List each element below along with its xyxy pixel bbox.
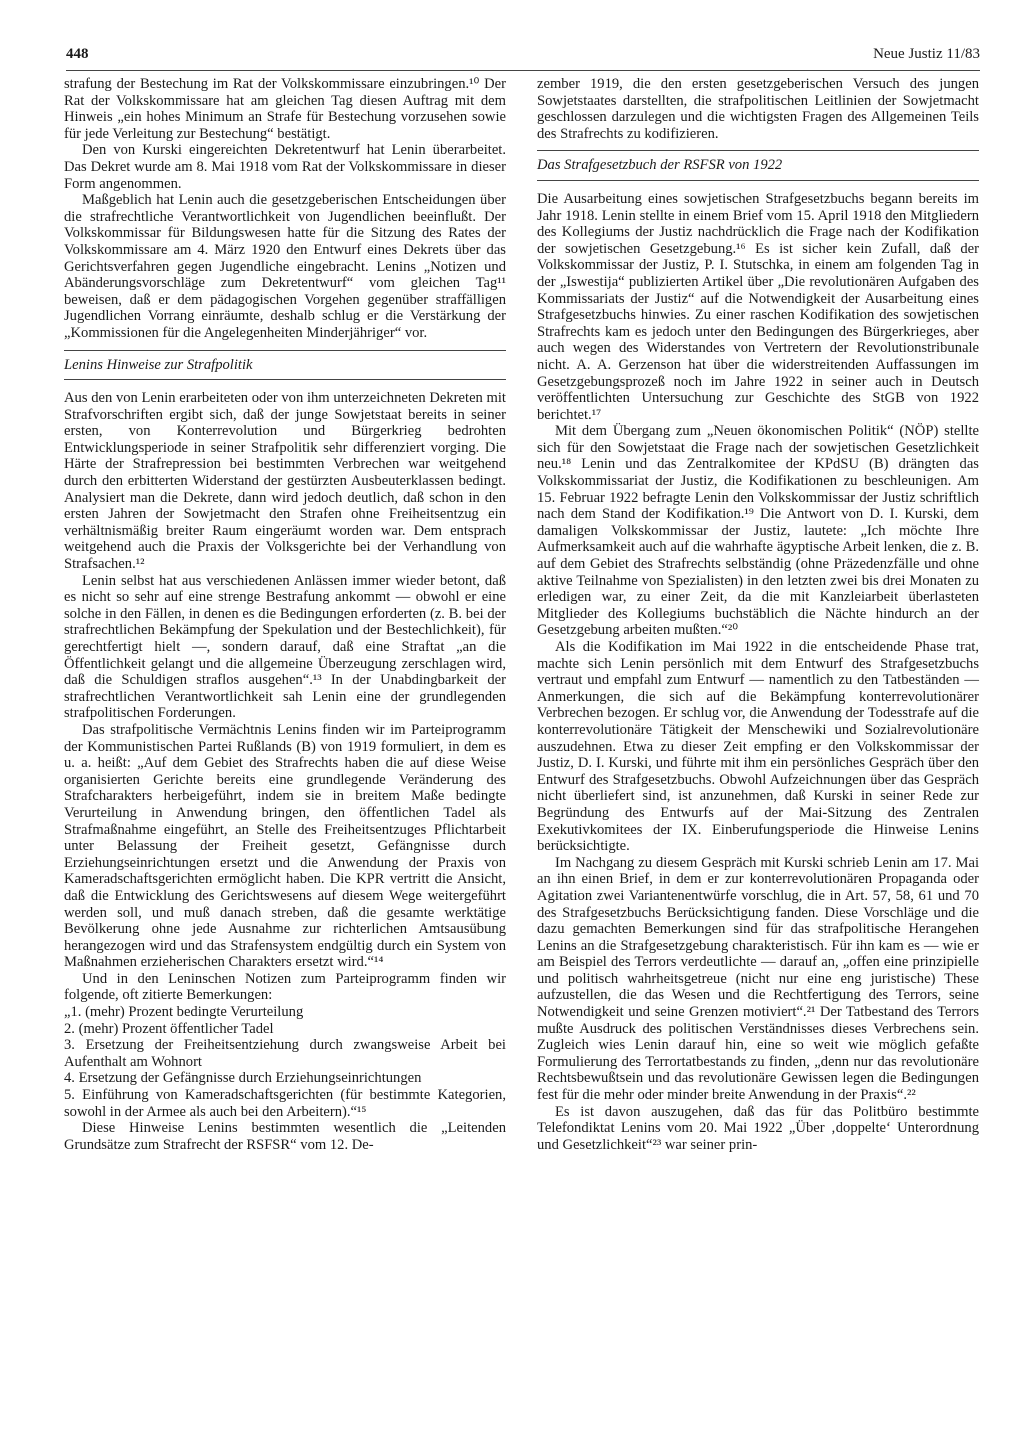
page-header — [66, 44, 980, 71]
list-item: 2. (mehr) Prozent öffentlicher Tadel — [64, 1020, 274, 1037]
page-number: 448 — [66, 46, 89, 62]
paragraph: Und in den Leninschen Notizen zum Parteiprogramm finden wir folgende, oft zitierte Bemerkungen: — [64, 970, 506, 1004]
paragraph: Lenin selbst hat aus verschiedenen Anlässen immer wieder betont, daß es nicht so sehr auf eine strenge Bestrafung ankommt — obwohl er eine solche in den Fällen, in denen es die Bedingungen erforderten (z. B. bei der strafrechtlichen Bekämpfung der Spekulation und der Bestechlichkeit), für gerechtfertigt hielt —, sondern darauf, daß eine Straftat „an die Öffentlichkeit gelangt und die allgemeine Überzeugung zerschlagen wird, daß die Schuldigen straflos ausgehen“.¹³ In der Unabdingbarkeit der strafrechtlichen Verantwortlichkeit sah Lenin eine der grundlegenden strafpolitischen Forderungen. — [64, 572, 506, 722]
list-item: 3. Ersetzung der Freiheitsentziehung durch zwangsweise Arbeit bei Aufenthalt am Wohnort — [64, 1037, 506, 1070]
section-heading: Das Strafgesetzbuch der RSFSR von 1922 — [537, 150, 979, 181]
list-item: „1. (mehr) Prozent bedingte Verurteilung — [64, 1004, 304, 1021]
paragraph: Maßgeblich hat Lenin auch die gesetzgeberischen Entscheidungen über die strafrechtliche Verantwortlichkeit von Jugendlichen beeinflußt. Der Volkskommissar für Bildungswesen hatte für die Sitzung des Rates der Volkskommissare am 4. März 1920 den Entwurf eines Dekrets über das Gerichtsverfahren gegen Jugendliche eingebracht. Lenins „Notizen und Abänderungsvorschläge zum Dekretentwurf“ vom gleichen Tag¹¹ beweisen, daß er dem pädagogischen Vorgehen gegenüber straffälligen Jugendlichen Vorrang einräumte, deshalb schlug er die Verstärkung der „Kommissionen für die Angelegenheiten Minderjähriger“ vor. — [64, 192, 506, 341]
paragraph: Als die Kodifikation im Mai 1922 in die entscheidende Phase trat, machte sich Lenin persönlich mit dem Entwurf des Strafgesetzbuchs vertraut und empfahl zum Entwurf — namentlich zu den Tatbeständen — Anmerkungen, die sich auf die Bekämpfung konterrevolutionärer Verbrechen bezogen. Er schlug vor, die Anwendung der Todesstrafe auf die konterrevolutionäre Tätigkeit der Menschewiki und Sozialrevolutionäre auszudehnen. Etwa zu dieser Zeit empfing er den Volkskommissar der Justiz, D. I. Kurski, und führte mit ihm ein persönliches Gespräch über den Entwurf des Strafgesetzbuchs. Obwohl Aufzeichnungen über das Gespräch nicht überliefert sind, ist anzunehmen, daß Kurski in seiner Rede zur Begründung des Entwurfs auf der Mai-Sitzung des Zentralen Exekutivkomitees der IX. Einberufungsperiode die Hinweise Lenins berücksichtigte. — [537, 639, 979, 855]
section-heading: Lenins Hinweise zur Strafpolitik — [64, 350, 506, 381]
paragraph: Es ist davon auszugehen, daß das für das Politbüro bestimmte Telefondiktat Lenins vom 20. Mai 1922 „Über ‚doppelte‘ Unterordnung und Gesetzlichkeit“²³ war seiner prin- — [537, 1103, 979, 1153]
list-item: 4. Ersetzung der Gefängnisse durch Erziehungseinrichtungen — [64, 1070, 422, 1087]
paragraph: Im Nachgang zu diesem Gespräch mit Kurski schrieb Lenin am 17. Mai an ihn einen Brief, in dem er zur konterrevolutionären Propaganda oder Agitation zwei Variantenentwürfe vorschlug, die in Art. 57, 58, 61 und 70 des Strafgesetzbuchs Berücksichtigung fanden. Diese Vorschläge und die dazu gemachten Bemerkungen sind für das strafpolitische Herangehen Lenins an die Strafgesetzgebung charakteristisch. Für ihn kam es — wie er am Beispiel des Terrors verdeutlichte — darauf an, „offen eine prinzipielle und politisch wahrheitsgetreue (nicht nur eine eng juristische) These aufzustellen, die das Wesen und die Rechtfertigung des Terrors, seine Notwendigkeit und seine Grenzen motiviert“.²¹ Der Tatbestand des Terrors mußte Ausdruck des politischen Verständnisses dieses Verbrechens sein. Zugleich wies Lenin darauf hin, eine so weit wie möglich gefaßte Formulierung des Terrortatbestands zu finden, „denn nur das revolutionäre Rechtsbewußtsein und das revolutionäre Gewissen legen die Bedingungen fest für die mehr oder minder breite Anwendung in der Praxis“.²² — [537, 854, 979, 1104]
left-column — [64, 76, 506, 1153]
paragraph: Aus den von Lenin erarbeiteten oder von ihm unterzeichneten Dekreten mit Strafvorschriften ergibt sich, daß der junge Sowjetstaat bereits in seiner ersten, von Konterrevolution und Bürgerkrieg bedrohten Entwicklungsperiode in seiner Strafpolitik sehr differenziert vorging. Die Härte der Strafrepression bei bestimmten Verbrechen war weitgehend durch den erbitterten Widerstand der gestürzten Ausbeuterklassen bedingt. Analysiert man die Dekrete, dann wird jedoch deutlich, daß schon in den ersten Jahren der Sowjetmacht den Strafen ohne Freiheitsentzug ein verhältnismäßig breiter Raum eingeräumt worden war. Dem entsprach weitgehend auch die Praxis der Volksgerichte bei der Verhandlung von Strafsachen.¹² — [64, 390, 506, 573]
paragraph: Das strafpolitische Vermächtnis Lenins finden wir im Parteiprogramm der Kommunistischen Partei Rußlands (B) von 1919 formuliert, in dem es u. a. heißt: „Auf dem Gebiet des Strafrechts haben die auf diese Weise organisierten Gerichte bereits eine grundlegende Veränderung des Strafcharakters herbeigeführt, indem sie in breitem Maße bedingte Verurteilung in Anwendung bringen, den öffentlichen Tadel als Strafmaßnahme eingeführt, an Stelle des Freiheitsentzuges Pflichtarbeit unter Belassung der Freiheit gesetzt, Gefängnisse durch Erziehungseinrichtungen ersetzt und die Anwendung der Praxis von Kameradschaftsgerichten ermöglicht haben. Die KPR vertritt die Ansicht, daß die Entwicklung des Gerichtswesens auf diesem Wege weitergeführt werden soll, und muß danach streben, daß die gesamte werktätige Bevölkerung ohne jede Ausnahme zur richterlichen Amtsausübung herangezogen wird und das Strafensystem endgültig durch ein System von Maßnahmen erzieherischen Charakters ersetzt wird.“¹⁴ — [64, 721, 506, 971]
list-item: 5. Einführung von Kameradschaftsgerichten (für bestimmte Kategorien, sowohl in der Armee als auch bei den Arbeitern).“¹⁵ — [64, 1087, 506, 1120]
paragraph: Mit dem Übergang zum „Neuen ökonomischen Politik“ (NÖP) stellte sich für den Sowjetstaat die Frage nach der sowjetischen Gesetzlichkeit neu.¹⁸ Lenin und das Zentralkomitee der KPdSU (B) drängten das Volkskommissariat der Justiz, die Kodifikationen zu beschleunigen. Am 15. Februar 1922 befragte Lenin den Volkskommissar der Justiz schriftlich nach dem Stand der Kodifikation.¹⁹ Die Antwort von D. I. Kurski, dem damaligen Volkskommissar der Justiz, lautete: „Ich möchte Ihre Aufmerksamkeit auch auf die wahrhafte ägyptische Arbeit lenken, die z. B. auf dem Gebiet des Strafrechts selbständig (ohne Präzedenzfälle und ohne aktive Teilnahme von Spezialisten) in den letzten zwei bis drei Monaten zu erledigen war, zu einer Zeit, da die mit Kanzleiarbeit überlasteten Mitglieder des Kollegiums buchstäblich die Nächte hindurch an der Gesetzgebung arbeiten mußten.“²⁰ — [537, 423, 979, 639]
paragraph: Diese Hinweise Lenins bestimmten wesentlich die „Leitenden Grundsätze zum Strafrecht der RSFSR“ vom 12. De- — [64, 1120, 506, 1153]
paragraph: Den von Kurski eingereichten Dekretentwurf hat Lenin überarbeitet. Das Dekret wurde am 8. Mai 1918 vom Rat der Volkskommissare in dieser Form angenommen. — [64, 142, 506, 192]
paragraph: zember 1919, die den ersten gesetzgeberischen Versuch des jungen Sowjetstaates darstellten, die strafpolitischen Leitlinien der Sowjetmacht geschlossen darzulegen und die wichtigsten Fragen des Allgemeinen Teils des Strafrechts zu kodifizieren. — [537, 76, 979, 142]
right-column — [537, 76, 979, 1153]
paragraph: Die Ausarbeitung eines sowjetischen Strafgesetzbuchs begann bereits im Jahr 1918. Lenin stellte in einem Brief vom 15. April 1918 den Mitgliedern des Kollegiums der Justiz nachdrücklich die Frage nach der Kodifikation der sowjetischen Gesetzgebung.¹⁶ Es ist sicher kein Zufall, daß der Volkskommissar der Justiz, P. I. Stutschka, in einem am folgenden Tag in der „Iswestija“ publizierten Artikel über „Die revolutionären Aufgaben des Kommissariats der Justiz“ auf die Notwendigkeit der Ausarbeitung eines Strafgesetzbuchs hinwies. Zu einer raschen Kodifikation des sowjetischen Strafrechts kam es jedoch unter den Bedingungen des Bürgerkrieges, aber auch wegen des Widerstandes von Vertretern der Revolutionstribunale nicht. A. A. Gerzenson hat über die widerstreitenden Auffassungen im Gesetzgebungsprozeß noch im Jahre 1922 in seiner auch in Deutsch veröffentlichten Untersuchung zur Geschichte des StGB von 1922 berichtet.¹⁷ — [537, 190, 979, 423]
paragraph: strafung der Bestechung im Rat der Volkskommissare einzubringen.¹⁰ Der Rat der Volkskommissare hat am gleichen Tag diesen Auftrag mit dem Hinweis „ein hohes Minimum an Strafe für Bestechung vorzusehen sowie für jede Verleitung zur Bestechung“ bestätigt. — [64, 76, 506, 142]
journal-title: Neue Justiz 11/83 — [873, 46, 980, 62]
